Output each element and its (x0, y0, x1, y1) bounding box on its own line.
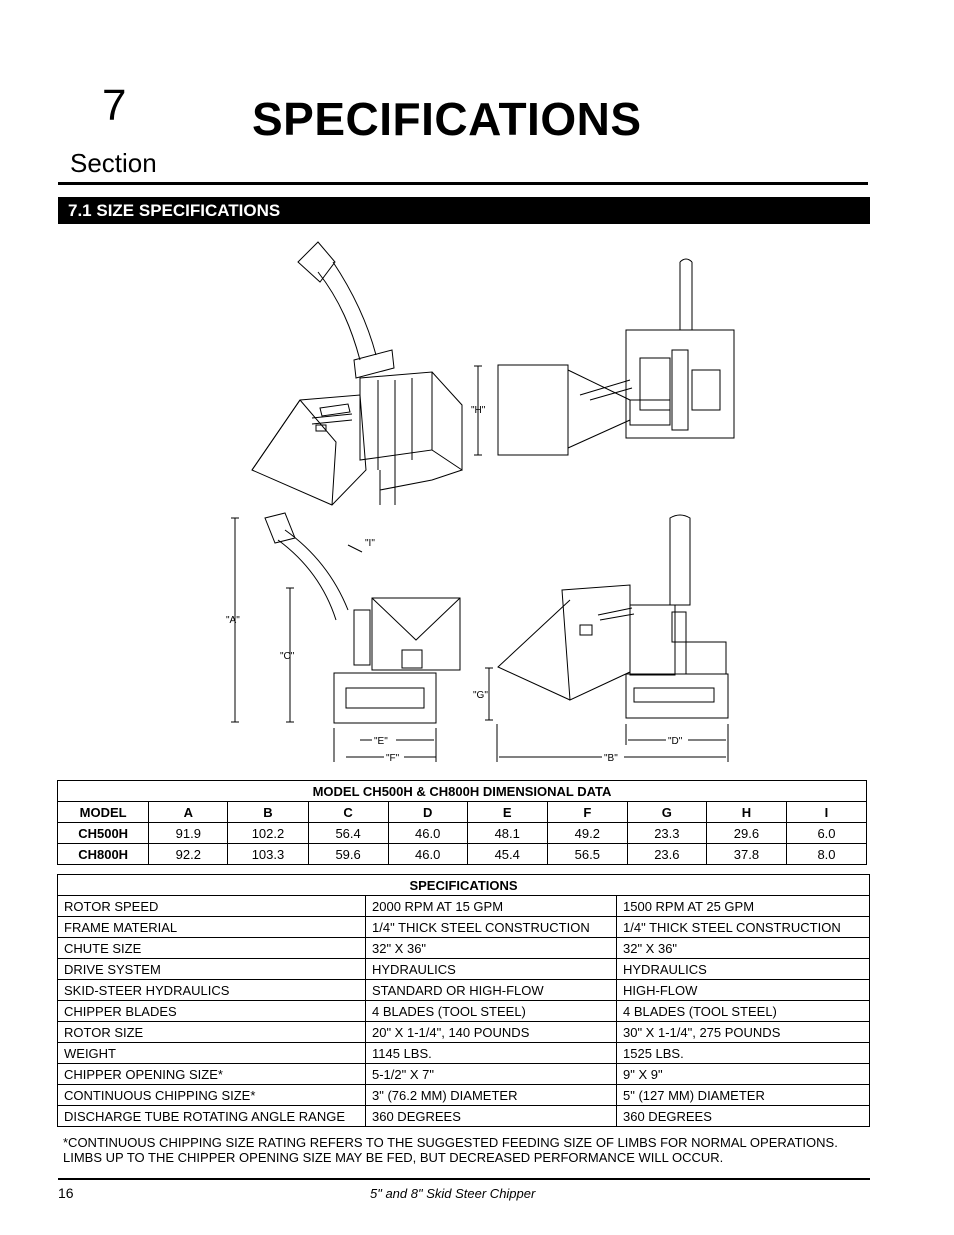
dim-cell: 23.6 (627, 844, 706, 865)
footer-title: 5" and 8" Skid Steer Chipper (370, 1186, 536, 1201)
dim-label-h: "H" (471, 405, 486, 416)
table-row (58, 896, 870, 917)
dim-col-header: F (547, 802, 627, 823)
dim-col-header: A (149, 802, 228, 823)
dim-label-f: "F" (386, 753, 400, 764)
dimensional-data-table (57, 780, 867, 865)
dim-cell: 59.6 (308, 844, 388, 865)
spec-label: CHUTE SIZE (58, 938, 366, 959)
footer-rule (58, 1178, 870, 1180)
spec-label: SKID-STEER HYDRAULICS (58, 980, 366, 1001)
spec-value: 360 DEGREES (617, 1106, 870, 1127)
spec-value: HYDRAULICS (617, 959, 870, 980)
spec-label: CHIPPER BLADES (58, 1001, 366, 1022)
side-view-attached (485, 515, 728, 762)
dim-cell: 23.3 (627, 823, 706, 844)
spec-value: 4 BLADES (TOOL STEEL) (366, 1001, 617, 1022)
isometric-view (252, 242, 462, 505)
section-banner: 7.1 SIZE SPECIFICATIONS (58, 197, 870, 224)
spec-value: HYDRAULICS (366, 959, 617, 980)
dim-table-caption: MODEL CH500H & CH800H DIMENSIONAL DATA (58, 781, 867, 802)
specifications-table (57, 874, 870, 1127)
dim-cell: 103.3 (228, 844, 308, 865)
dim-label-g: "G" (473, 690, 488, 701)
spec-label: CONTINUOUS CHIPPING SIZE* (58, 1085, 366, 1106)
spec-label: ROTOR SPEED (58, 896, 366, 917)
spec-value: STANDARD OR HIGH-FLOW (366, 980, 617, 1001)
dim-cell: 48.1 (467, 823, 547, 844)
spec-value: 32" X 36" (366, 938, 617, 959)
footnote-line: *CONTINUOUS CHIPPING SIZE RATING REFERS TO THE SUGGESTED FEEDING SIZE OF LIMBS FOR NORMAL OPERATIONS. (63, 1135, 838, 1150)
spec-label: DRIVE SYSTEM (58, 959, 366, 980)
spec-table-caption-row (58, 875, 870, 896)
dim-cell: CH800H (58, 844, 149, 865)
dim-cell: 45.4 (467, 844, 547, 865)
table-row (58, 1106, 870, 1127)
footnote (63, 1135, 863, 1165)
table-row (58, 823, 867, 844)
spec-value: 1/4" THICK STEEL CONSTRUCTION (617, 917, 870, 938)
table-row (58, 917, 870, 938)
dim-cell: 102.2 (228, 823, 308, 844)
dim-label-b: "B" (604, 753, 618, 764)
rear-view (231, 513, 460, 762)
page-number: 16 (58, 1185, 74, 1201)
spec-value: 3" (76.2 MM) DIAMETER (366, 1085, 617, 1106)
table-row (58, 1043, 870, 1064)
table-row (58, 1064, 870, 1085)
spec-value: 1/4" THICK STEEL CONSTRUCTION (366, 917, 617, 938)
page-title: SPECIFICATIONS (252, 93, 642, 145)
spec-value: 5" (127 MM) DIAMETER (617, 1085, 870, 1106)
spec-label: FRAME MATERIAL (58, 917, 366, 938)
spec-value: 1500 RPM AT 25 GPM (617, 896, 870, 917)
table-row (58, 844, 867, 865)
dim-cell: 8.0 (786, 844, 866, 865)
spec-table-caption: SPECIFICATIONS (58, 875, 870, 896)
spec-value: 30" X 1-1/4", 275 POUNDS (617, 1022, 870, 1043)
spec-label: WEIGHT (58, 1043, 366, 1064)
dim-table-header-row (58, 802, 867, 823)
dim-cell: 49.2 (547, 823, 627, 844)
dim-label-d: "D" (668, 736, 683, 747)
section-label: Section (70, 148, 157, 178)
spec-value: 5-1/2" X 7" (366, 1064, 617, 1085)
dim-col-header: C (308, 802, 388, 823)
spec-label: DISCHARGE TUBE ROTATING ANGLE RANGE (58, 1106, 366, 1127)
dim-col-header: G (627, 802, 706, 823)
dim-cell: 56.4 (308, 823, 388, 844)
table-row (58, 1001, 870, 1022)
dim-col-header: I (786, 802, 866, 823)
dim-col-header: D (388, 802, 467, 823)
dim-table-caption-row (58, 781, 867, 802)
dim-cell: 91.9 (149, 823, 228, 844)
spec-value: 9" X 9" (617, 1064, 870, 1085)
dim-col-header: H (706, 802, 786, 823)
spec-label: CHIPPER OPENING SIZE* (58, 1064, 366, 1085)
table-row (58, 980, 870, 1001)
spec-label: ROTOR SIZE (58, 1022, 366, 1043)
dim-cell: 6.0 (786, 823, 866, 844)
table-row (58, 959, 870, 980)
dim-cell: CH500H (58, 823, 149, 844)
spec-value: HIGH-FLOW (617, 980, 870, 1001)
footnote-line: LIMBS UP TO THE CHIPPER OPENING SIZE MAY BE FED, BUT DECREASED PERFORMANCE WILL OCCUR. (63, 1150, 724, 1165)
dim-cell: 56.5 (547, 844, 627, 865)
dim-label-a: "A" (226, 615, 240, 626)
side-view (474, 259, 734, 455)
section-number: 7 (102, 81, 127, 130)
spec-value: 2000 RPM AT 15 GPM (366, 896, 617, 917)
dim-cell: 46.0 (388, 844, 467, 865)
table-row (58, 1022, 870, 1043)
table-row (58, 938, 870, 959)
dim-label-i: "I" (365, 538, 375, 549)
spec-value: 4 BLADES (TOOL STEEL) (617, 1001, 870, 1022)
dim-cell: 37.8 (706, 844, 786, 865)
spec-value: 20" X 1-1/4", 140 POUNDS (366, 1022, 617, 1043)
dim-label-c: "C" (280, 651, 295, 662)
dim-cell: 92.2 (149, 844, 228, 865)
dim-cell: 46.0 (388, 823, 467, 844)
spec-value: 360 DEGREES (366, 1106, 617, 1127)
dim-col-header: MODEL (58, 802, 149, 823)
table-row (58, 1085, 870, 1106)
dim-label-e: "E" (374, 736, 388, 747)
dim-col-header: E (467, 802, 547, 823)
spec-value: 1145 LBS. (366, 1043, 617, 1064)
spec-value: 32" X 36" (617, 938, 870, 959)
dim-cell: 29.6 (706, 823, 786, 844)
dim-col-header: B (228, 802, 308, 823)
spec-value: 1525 LBS. (617, 1043, 870, 1064)
